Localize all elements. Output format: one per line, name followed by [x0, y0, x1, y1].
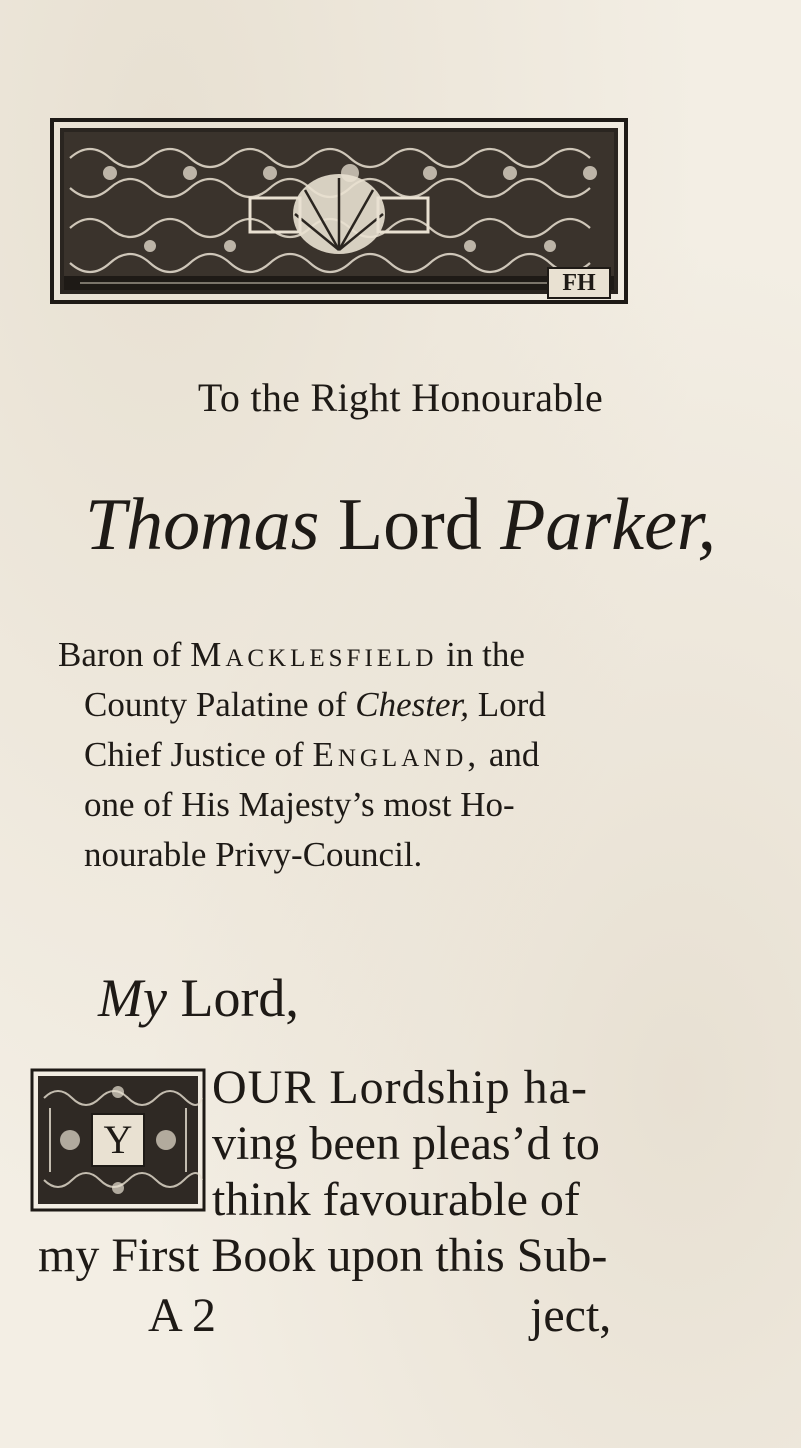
floral-woodcut-icon: [50, 118, 628, 304]
headpiece-initials: FH: [562, 270, 596, 296]
headpiece-ornament: [50, 118, 628, 304]
titles-line-2: County Palatine of Chester, Lord: [84, 685, 546, 724]
body-text: [38, 1060, 778, 1284]
catchword: ject,: [530, 1289, 612, 1342]
body-line-2: ving been pleas’d to: [212, 1117, 600, 1170]
salutation-my: My: [98, 968, 167, 1028]
dropcap-letter: Y: [103, 1117, 133, 1162]
dedicatee-forename: Thomas: [84, 484, 320, 566]
dedicatee-titles: [58, 630, 778, 880]
salutation-lord: Lord,: [166, 968, 299, 1028]
titles-line-3: Chief Justice of England, and: [84, 735, 540, 774]
body-line-3: think favourable of: [212, 1173, 580, 1226]
titles-line-4: one of His Majesty’s most Ho-: [84, 785, 515, 824]
titles-line-1: Baron of Macklesfield in the: [58, 635, 525, 674]
dedicatee-name: [0, 480, 801, 570]
body-line-4: my First Book upon this Sub-: [38, 1229, 608, 1282]
titles-line-5: nourable Privy-Council.: [84, 835, 423, 874]
dedication-to-line: To the Right Honourable: [197, 375, 604, 420]
signature-mark: A 2: [148, 1289, 217, 1342]
dedicatee-title: Lord: [337, 484, 482, 566]
dedicatee-surname: Parker,: [500, 484, 717, 566]
body-line-1: OUR Lordship ha-: [212, 1061, 588, 1114]
salutation: [98, 965, 299, 1031]
